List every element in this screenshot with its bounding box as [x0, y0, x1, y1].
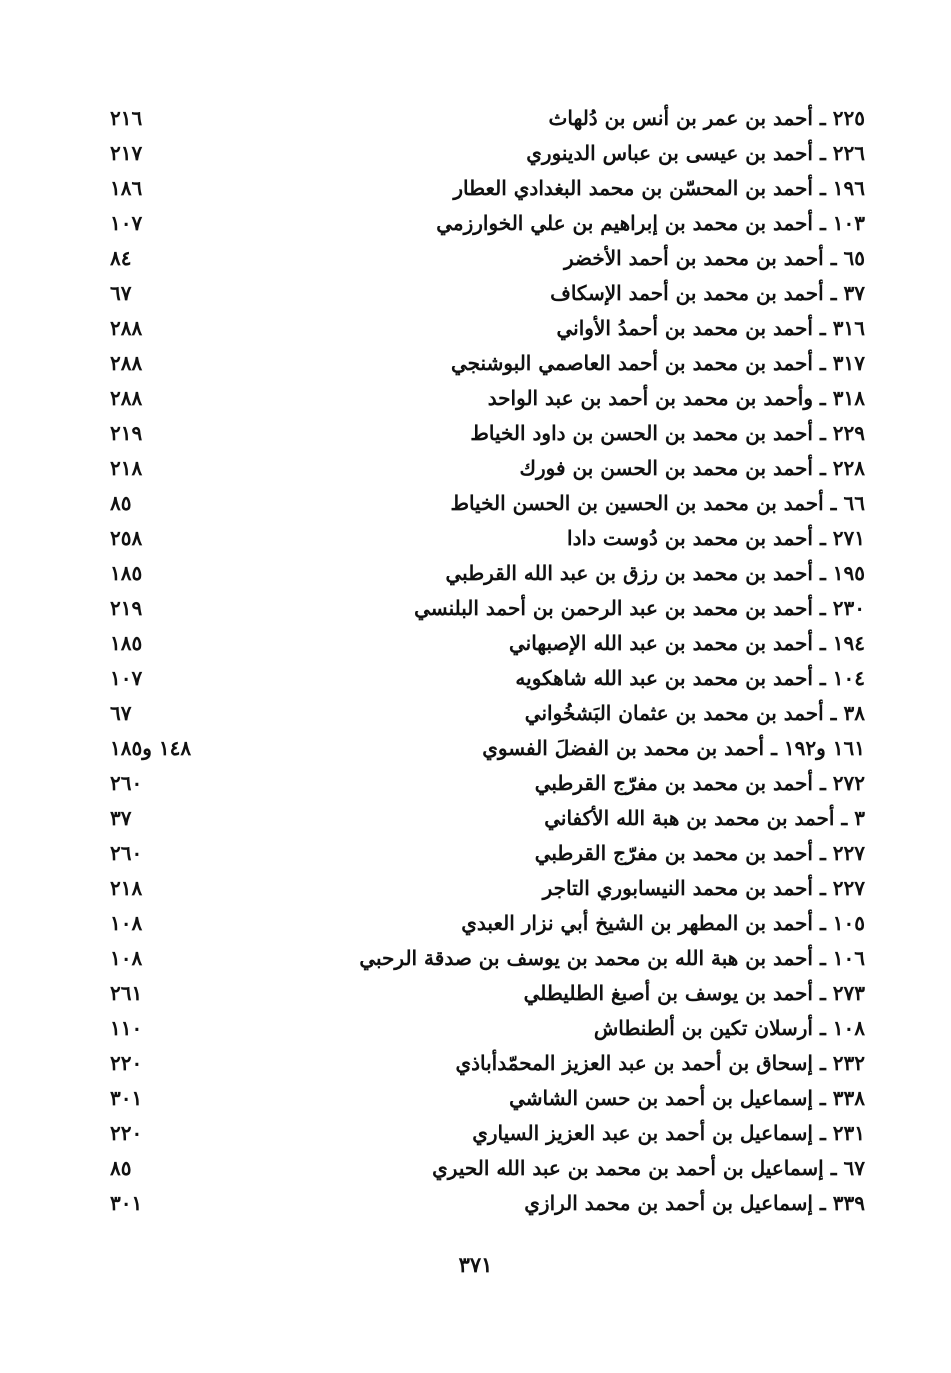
entry-text: ٢٢٧ ـ أحمد بن محمد النيسابوري التاجر [542, 876, 865, 900]
index-entry [110, 416, 865, 451]
index-entry [110, 836, 865, 871]
entry-text: ١٩٥ ـ أحمد بن محمد بن رزق بن عبد الله القرطبي [445, 561, 865, 585]
index-entry [110, 1116, 865, 1151]
entry-page-ref: ١٠٧ [110, 666, 143, 690]
entry-page-ref: ٢٨٨ [110, 351, 143, 375]
entry-text: ١٩٤ ـ أحمد بن محمد بن عبد الله الإصبهاني [508, 631, 865, 655]
entry-page-ref: ٦٧ [110, 701, 132, 725]
entry-page-ref: ٢٢٠ [110, 1051, 143, 1075]
entry-page-ref: ٢٦١ [110, 981, 143, 1005]
entry-text: ٣١٨ ـ وأحمد بن محمد بن أحمد بن عبد الواحد [487, 386, 865, 410]
index-entry [110, 346, 865, 381]
index-entry [110, 136, 865, 171]
entry-text: ٦٥ ـ أحمد بن محمد بن أحمد الأخضر [563, 246, 865, 270]
index-entry [110, 871, 865, 906]
index-list [110, 101, 865, 1221]
entry-text: ٢٧١ ـ أحمد بن محمد بن دُوست دادا [567, 526, 865, 550]
entry-page-ref: ١٤٨ و١٨٥ [110, 736, 192, 760]
entry-text: ٢٢٦ ـ أحمد بن عيسى بن عباس الدينوري [526, 141, 865, 165]
entry-text: ٣ ـ أحمد بن محمد بن هبة الله الأكفاني [544, 806, 865, 830]
entry-text: ٣١٦ ـ أحمد بن محمد بن أحمدُ الأواني [556, 316, 865, 340]
index-entry [110, 1081, 865, 1116]
entry-text: ١٠٦ ـ أحمد بن هبة الله بن محمد بن يوسف بن صدقة الرحبي [359, 946, 865, 970]
entry-text: ٢٢٥ ـ أحمد بن عمر بن أنس بن دُلهاث [548, 106, 865, 130]
entry-page-ref: ٣٠١ [110, 1086, 143, 1110]
entry-page-ref: ١٨٦ [110, 176, 143, 200]
index-entry [110, 731, 865, 766]
index-entry [110, 766, 865, 801]
entry-page-ref: ١٨٥ [110, 631, 143, 655]
index-entry [110, 521, 865, 556]
entry-text: ٢٢٧ ـ أحمد بن محمد بن مفرّج القرطبي [534, 841, 865, 865]
entry-page-ref: ١٨٥ [110, 561, 143, 585]
entry-page-ref: ٢٦٠ [110, 841, 143, 865]
entry-page-ref: ٢١٧ [110, 141, 143, 165]
entry-page-ref: ٢١٩ [110, 421, 143, 445]
index-entry [110, 626, 865, 661]
entry-page-ref: ٢٢٠ [110, 1121, 143, 1145]
index-entry [110, 241, 865, 276]
entry-page-ref: ٢١٨ [110, 876, 143, 900]
index-entry [110, 976, 865, 1011]
entry-text: ٢٢٩ ـ أحمد بن محمد بن الحسن بن داود الخياط [470, 421, 865, 445]
entry-page-ref: ١٠٨ [110, 911, 143, 935]
entry-page-ref: ٣٠١ [110, 1191, 143, 1215]
index-entry [110, 276, 865, 311]
index-entry [110, 696, 865, 731]
entry-page-ref: ٢١٦ [110, 106, 143, 130]
page-number: ٣٧١ [458, 1252, 493, 1277]
entry-text: ١٩٦ ـ أحمد بن المحسّن بن محمد البغدادي العطار [453, 176, 865, 200]
index-entry [110, 661, 865, 696]
index-entry [110, 906, 865, 941]
index-entry [110, 451, 865, 486]
entry-text: ١٠٤ ـ أحمد بن محمد بن عبد الله شاهكويه [515, 666, 865, 690]
index-entry [110, 1011, 865, 1046]
entry-text: ٢٣٠ ـ أحمد بن محمد بن عبد الرحمن بن أحمد البلنسي [414, 596, 865, 620]
entry-page-ref: ١٠٨ [110, 946, 143, 970]
entry-page-ref: ٦٧ [110, 281, 132, 305]
index-entry [110, 1186, 865, 1221]
index-entry [110, 171, 865, 206]
entry-text: ٦٧ ـ إسماعيل بن أحمد بن محمد بن عبد الله الحيري [432, 1156, 865, 1180]
entry-text: ٢٧٢ ـ أحمد بن محمد بن مفرّج القرطبي [534, 771, 865, 795]
index-entry [110, 556, 865, 591]
entry-text: ١٦١ و١٩٢ ـ أحمد بن محمد بن الفضلَ الفسوي [482, 736, 865, 760]
entry-text: ٣٣٩ ـ إسماعيل بن أحمد بن محمد الرازي [524, 1191, 865, 1215]
index-entry [110, 801, 865, 836]
entry-text: ٣٧ ـ أحمد بن محمد بن أحمد الإسكاف [550, 281, 865, 305]
entry-text: ٢٣١ ـ إسماعيل بن أحمد بن عبد العزيز السياري [472, 1121, 865, 1145]
entry-text: ٢٢٨ ـ أحمد بن محمد بن الحسن بن فورك [519, 456, 865, 480]
entry-page-ref: ٢٥٨ [110, 526, 143, 550]
entry-page-ref: ٨٥ [110, 1156, 132, 1180]
entry-page-ref: ٢٨٨ [110, 386, 143, 410]
entry-page-ref: ١١٠ [110, 1016, 143, 1040]
index-entry [110, 206, 865, 241]
entry-page-ref: ٢١٨ [110, 456, 143, 480]
index-entry [110, 101, 865, 136]
entry-page-ref: ٣٧ [110, 806, 132, 830]
entry-text: ٦٦ ـ أحمد بن محمد بن الحسين بن الحسن الخياط [450, 491, 865, 515]
entry-text: ٢٣٢ ـ إسحاق بن أحمد بن عبد العزيز المحمّدأباذي [455, 1051, 865, 1075]
entry-text: ١٠٣ ـ أحمد بن محمد بن إبراهيم بن علي الخوارزمي [436, 211, 865, 235]
index-entry [110, 591, 865, 626]
entry-page-ref: ٢٦٠ [110, 771, 143, 795]
entry-text: ١٠٥ ـ أحمد بن المطهر بن الشيخ أبي نزار العبدي [461, 911, 865, 935]
index-entry [110, 486, 865, 521]
entry-page-ref: ٢١٩ [110, 596, 143, 620]
entry-text: ٢٧٣ ـ أحمد بن يوسف بن أصبغ الطليطلي [523, 981, 865, 1005]
entry-page-ref: ٨٥ [110, 491, 132, 515]
entry-text: ٣١٧ ـ أحمد بن محمد بن أحمد العاصمي البوشنجي [450, 351, 865, 375]
index-entry [110, 381, 865, 416]
entry-page-ref: ١٠٧ [110, 211, 143, 235]
index-entry [110, 941, 865, 976]
entry-text: ٣٨ ـ أحمد بن محمد بن عثمان البَشخُواني [524, 701, 865, 725]
index-entry [110, 311, 865, 346]
entry-page-ref: ٢٨٨ [110, 316, 143, 340]
index-entry [110, 1151, 865, 1186]
entry-text: ١٠٨ ـ أرسلان تكين بن ألطنطاش [593, 1016, 865, 1040]
entry-page-ref: ٨٤ [110, 246, 132, 270]
entry-text: ٣٣٨ ـ إسماعيل بن أحمد بن حسن الشاشي [509, 1086, 865, 1110]
index-entry [110, 1046, 865, 1081]
